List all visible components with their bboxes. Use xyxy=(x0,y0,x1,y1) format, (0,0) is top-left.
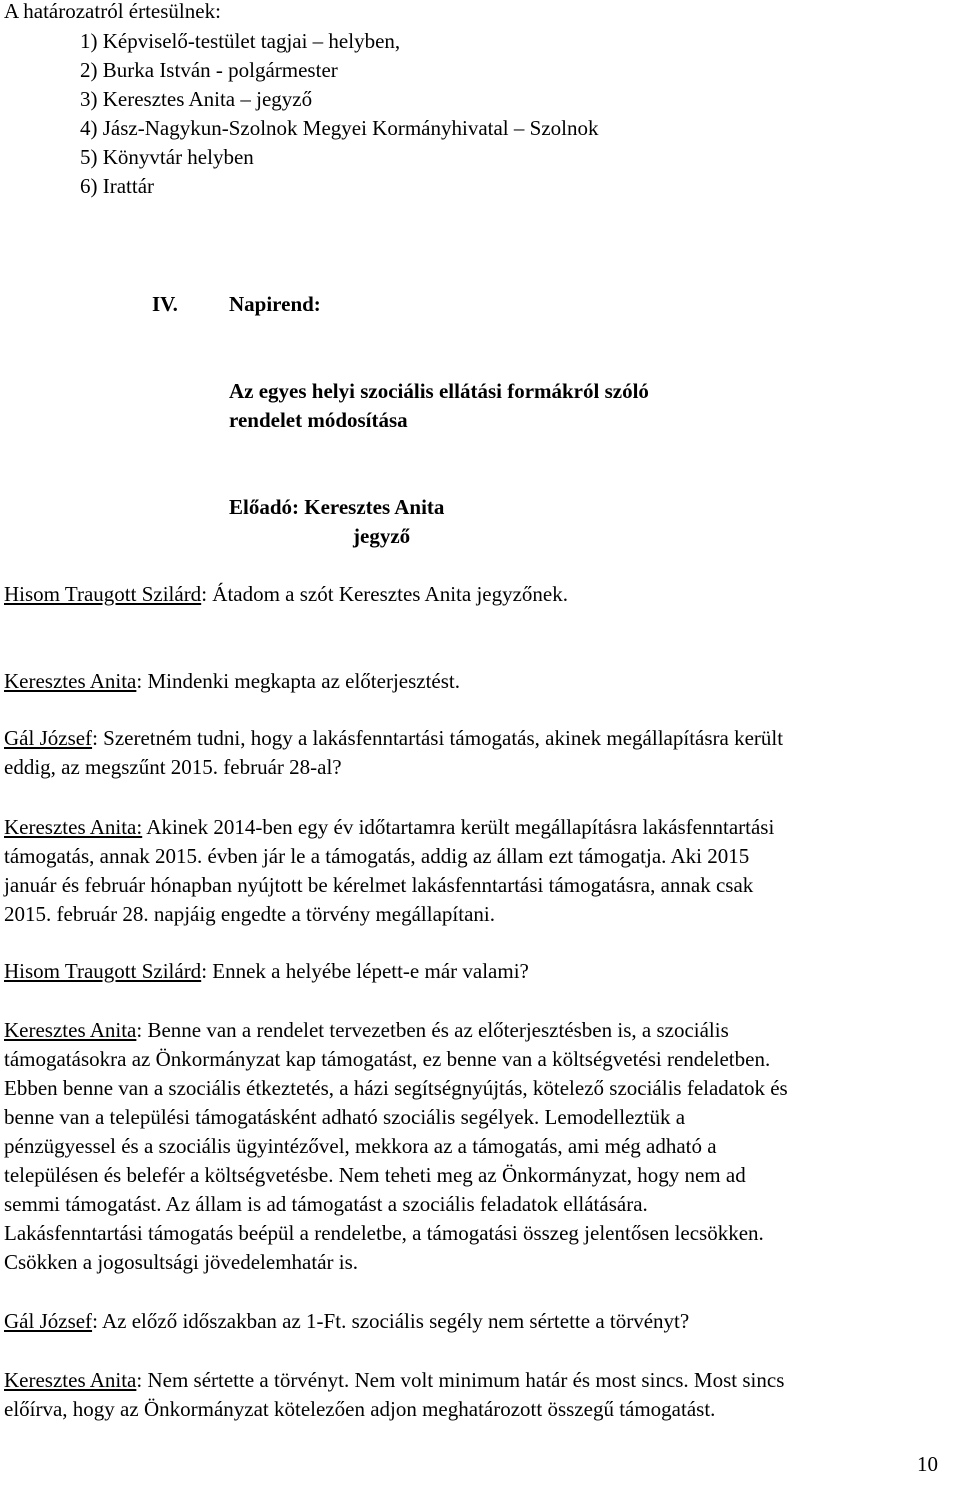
speech-text: támogatás, annak 2015. évben jár le a támogatás, addig az állam ezt támogatja. Aki 2015 xyxy=(4,844,750,868)
recipients-title: A határozatról értesülnek: xyxy=(4,0,221,23)
speech-text: eddig, az megszűnt 2015. február 28-al? xyxy=(4,755,342,779)
speech-text: : Szeretném tudni, hogy a lakásfenntartási támogatás, akinek megállapításra került xyxy=(92,726,784,750)
minutes-entry xyxy=(4,667,460,696)
speech-text: településen és belefér a költségvetésbe. Nem teheti meg az Önkormányzat, hogy nem ad xyxy=(4,1163,746,1187)
speaker-name: Gál József xyxy=(4,726,93,750)
speech-text: 2015. február 28. napjáig engedte a törvény megállapítani. xyxy=(4,902,495,926)
speech-text: : Mindenki megkapta az előterjesztést. xyxy=(136,669,461,693)
recipient-item: 1) Képviselő-testület tagjai – helyben, xyxy=(80,29,401,53)
speaker-name: Keresztes Anita xyxy=(4,1368,137,1392)
speaker-name: Keresztes Anita xyxy=(4,1018,137,1042)
speech-text: támogatásokra az Önkormányzat kap támogatást, ez benne van a költségvetési rendeletben. xyxy=(4,1047,771,1071)
speech-text: : Ennek a helyébe lépett-e már valami? xyxy=(201,959,529,983)
speech-text: : Átadom a szót Keresztes Anita jegyzőnek. xyxy=(201,582,568,606)
speaker-name: Hisom Traugott Szilárd xyxy=(4,959,202,983)
speech-text: Csökken a jogosultsági jövedelemhatár is. xyxy=(4,1250,359,1274)
minutes-entry xyxy=(4,724,783,753)
speech-text: pénzügyessel és a szociális ügyintézővel, mekkora az a támogatás, ami még adható a xyxy=(4,1134,717,1158)
minutes-entry xyxy=(4,957,529,986)
page-number: 10 xyxy=(917,1452,938,1476)
recipient-item: 5) Könyvtár helyben xyxy=(80,145,254,169)
minutes-entry xyxy=(4,813,774,842)
speech-text: január és február hónapban nyújtott be kérelmet lakásfenntartási támogatásra, annak csak xyxy=(4,873,754,897)
speech-text: benne van a települési támogatásként adható szociális segélyek. Lemodelleztük a xyxy=(4,1105,686,1129)
recipient-item: 3) Keresztes Anita – jegyző xyxy=(80,87,313,111)
speech-text: : Benne van a rendelet tervezetben és az előterjesztésben is, a szociális xyxy=(136,1018,729,1042)
agenda-label: Napirend: xyxy=(229,292,321,316)
recipient-item: 6) Irattár xyxy=(80,174,155,198)
agenda-number: IV. xyxy=(152,292,178,316)
recipient-item: 2) Burka István - polgármester xyxy=(80,58,338,82)
minutes-entry xyxy=(4,580,568,609)
agenda-presenter-title: jegyző xyxy=(353,524,411,548)
agenda-subject-line: rendelet módosítása xyxy=(229,408,408,432)
speaker-name: Hisom Traugott Szilárd xyxy=(4,582,202,606)
speech-text: semmi támogatást. Az állam is ad támogatást a szociális feladatok ellátására. xyxy=(4,1192,648,1216)
agenda-presenter: Előadó: Keresztes Anita xyxy=(229,495,445,519)
speech-text: : Nem sértette a törvényt. Nem volt minimum határ és most sincs. Most sincs xyxy=(136,1368,785,1392)
speech-text: Lakásfenntartási támogatás beépül a rendeletbe, a támogatási összeg jelentősen lecsökken. xyxy=(4,1221,764,1245)
minutes-entry xyxy=(4,1016,729,1045)
minutes-entry xyxy=(4,1366,784,1395)
speech-text: előírva, hogy az Önkormányzat kötelezően adjon meghatározott összegű támogatást. xyxy=(4,1397,716,1421)
speech-text: : Az előző időszakban az 1-Ft. szociális segély nem sértette a törvényt? xyxy=(92,1309,690,1333)
speaker-name: Gál József xyxy=(4,1309,93,1333)
speech-text: Ebben benne van a szociális étkeztetés, a házi segítségnyújtás, kötelező szociális feladatok és xyxy=(4,1076,788,1100)
speaker-name: Keresztes Anita: xyxy=(4,815,143,839)
recipient-item: 4) Jász-Nagykun-Szolnok Megyei Kormányhivatal – Szolnok xyxy=(80,116,599,140)
minutes-entry xyxy=(4,1307,689,1336)
speech-text: Akinek 2014-ben egy év időtartamra került megállapításra lakásfenntartási xyxy=(142,815,775,839)
speaker-name: Keresztes Anita xyxy=(4,669,137,693)
agenda-subject-line: Az egyes helyi szociális ellátási formákról szóló xyxy=(229,379,649,403)
